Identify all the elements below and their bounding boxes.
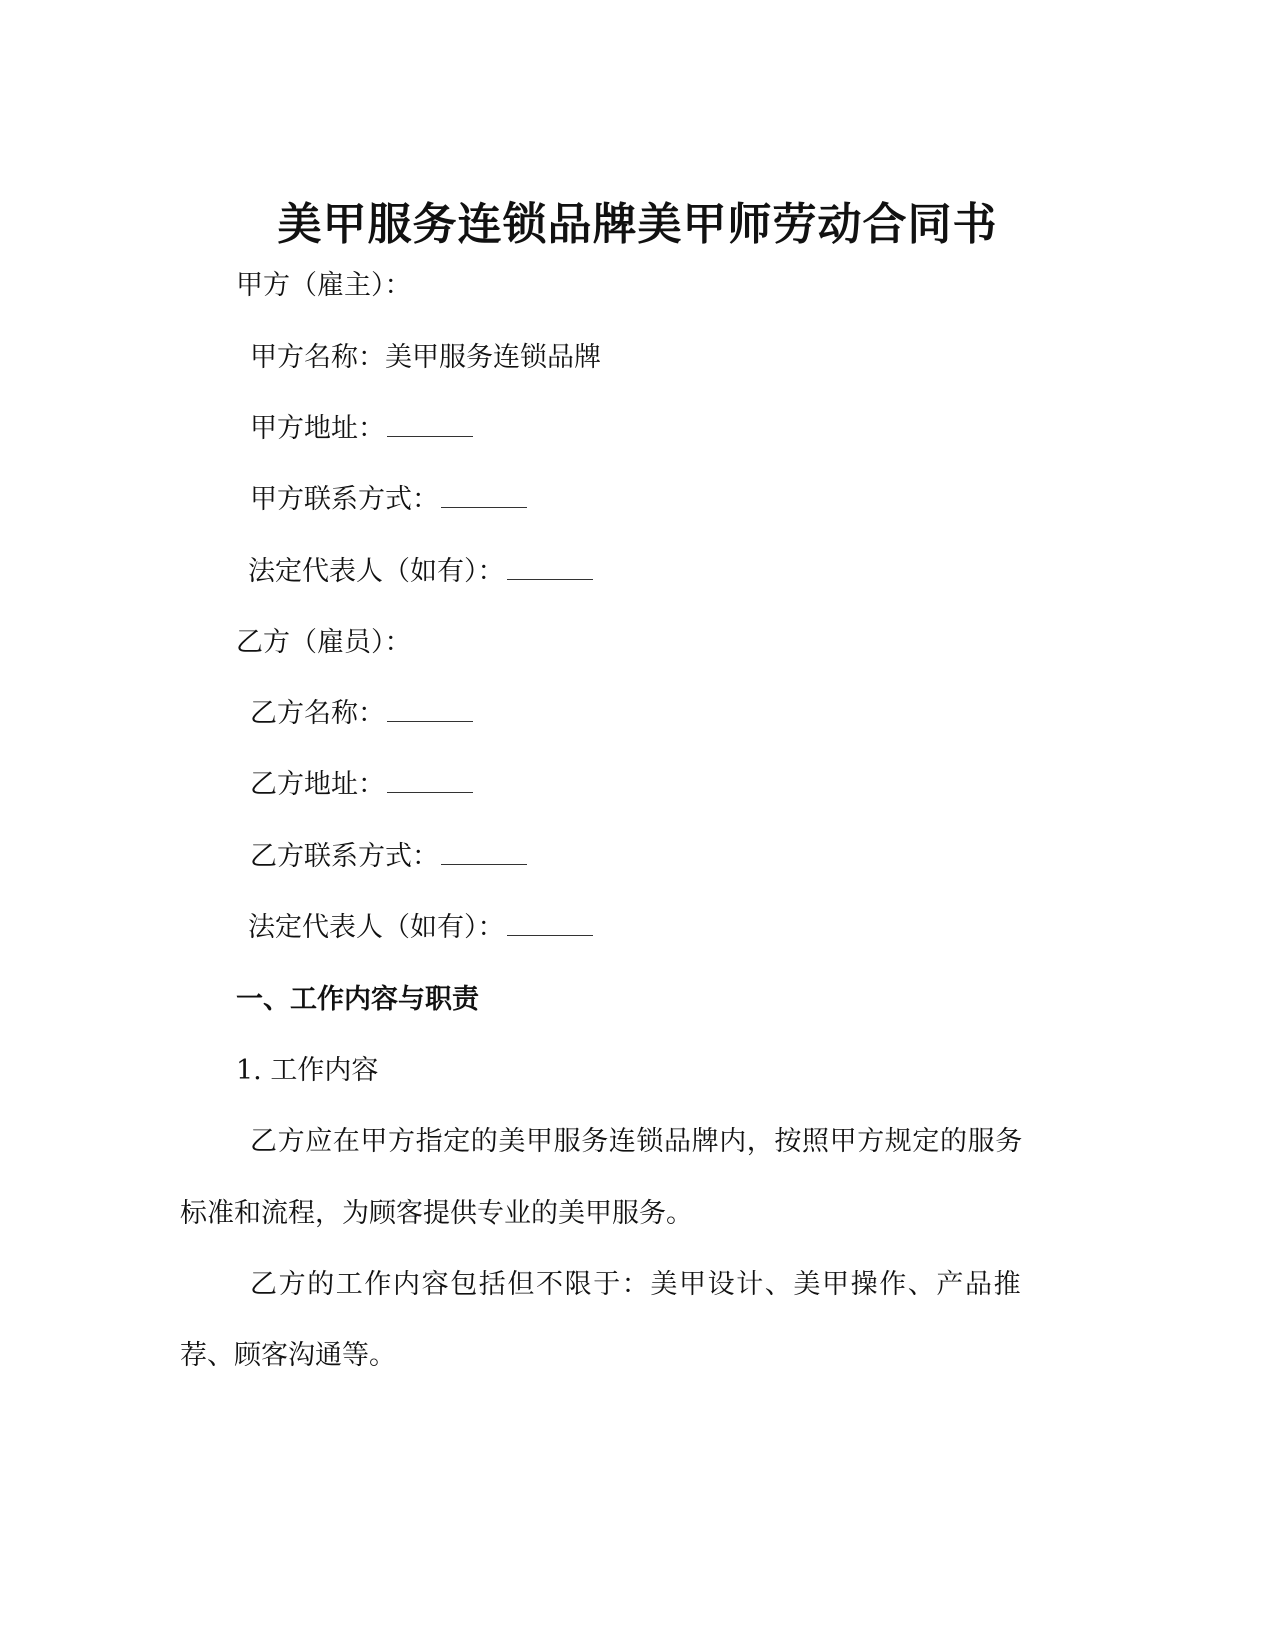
paragraph-1-line-1 (250, 1122, 1023, 1162)
party-b-legal-rep-line (248, 908, 593, 948)
section-heading-text: 一、工作内容与职责 (236, 984, 479, 1015)
party-a-contact-label: 甲方联系方式： (250, 484, 439, 515)
party-a-address-blank (387, 410, 473, 437)
section-heading (236, 980, 479, 1020)
party-a-legal-rep-blank (507, 553, 593, 580)
party-b-header (236, 623, 412, 663)
party-a-header (236, 266, 412, 306)
party-b-legal-rep-blank (507, 909, 593, 936)
paragraph-2-line-1 (250, 1265, 1022, 1305)
party-b-header-text: 乙方（雇员）： (236, 627, 412, 658)
paragraph-1-line-2 (180, 1194, 693, 1234)
party-b-address-blank (387, 766, 473, 793)
party-a-name-line (250, 338, 601, 378)
party-a-header-text: 甲方（雇主）： (236, 270, 412, 301)
party-b-contact-line (250, 837, 527, 877)
paragraph-2-line-2-text: 荐、顾客沟通等。 (180, 1340, 396, 1371)
party-b-name-blank (387, 695, 473, 722)
document-title: 美甲服务连锁品牌美甲师劳动合同书 (277, 199, 998, 250)
paragraph-2-line-2 (180, 1336, 396, 1376)
party-a-address-label: 甲方地址： (250, 413, 385, 444)
paragraph-1-line-1-text: 乙方应在甲方指定的美甲服务连锁品牌内，按照甲方规定的服务 (250, 1126, 1023, 1157)
party-b-address-line (250, 765, 473, 805)
party-a-legal-rep-line (248, 552, 593, 592)
party-a-contact-line (250, 480, 527, 520)
subsection-heading-text: 1. 工作内容 (236, 1055, 379, 1086)
paragraph-1-line-2-text: 标准和流程，为顾客提供专业的美甲服务。 (180, 1198, 693, 1229)
party-a-contact-blank (441, 481, 527, 508)
party-b-legal-rep-label: 法定代表人（如有）： (248, 912, 505, 943)
party-b-name-line (250, 694, 473, 734)
party-b-contact-label: 乙方联系方式： (250, 841, 439, 872)
party-a-legal-rep-label: 法定代表人（如有）： (248, 556, 505, 587)
party-b-name-label: 乙方名称： (250, 698, 385, 729)
party-a-name-text: 甲方名称：美甲服务连锁品牌 (250, 342, 601, 373)
party-b-address-label: 乙方地址： (250, 769, 385, 800)
subsection-heading (236, 1051, 378, 1091)
party-a-address-line (250, 409, 473, 449)
party-b-contact-blank (441, 838, 527, 865)
paragraph-2-line-1-text: 乙方的工作内容包括但不限于：美甲设计、美甲操作、产品推 (250, 1269, 1023, 1300)
